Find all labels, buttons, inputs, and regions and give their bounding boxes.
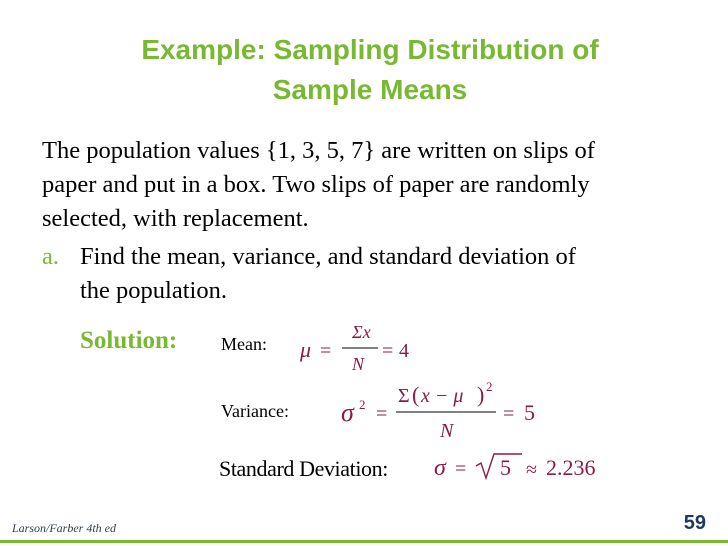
- std-dev-symbol: σ: [434, 455, 446, 481]
- variance-numerator-body: x − μ: [421, 385, 464, 407]
- variance-equals-1: =: [376, 403, 388, 425]
- slide-title-line-2: Sample Means: [272, 74, 468, 105]
- variance-denominator: N: [440, 420, 454, 442]
- std-dev-radicand: 5: [500, 455, 511, 480]
- item-a-line-1: Find the mean, variance, and standard deviation of: [80, 243, 576, 270]
- variance-close-paren: ): [477, 382, 485, 407]
- variance-exponent: 2: [359, 397, 366, 412]
- mean-label: Mean:: [221, 334, 267, 354]
- std-dev-formula: [434, 454, 596, 481]
- problem-line-2: paper and put in a box. Two slips of paper are randomly: [42, 171, 590, 198]
- variance-numerator-exponent: 2: [486, 379, 493, 394]
- footer-source: Larson/Farber 4th ed: [12, 521, 117, 535]
- std-dev-equals: =: [455, 458, 467, 480]
- item-a-line-2: the population.: [80, 277, 227, 304]
- mean-result: 4: [399, 340, 409, 362]
- std-dev-approx-value: 2.236: [546, 455, 596, 480]
- variance-result: 5: [524, 400, 535, 425]
- std-dev-label: Standard Deviation:: [219, 456, 388, 481]
- variance-numerator-sigma: Σ: [398, 385, 410, 407]
- item-a-marker: a.: [42, 243, 59, 270]
- variance-formula: [341, 379, 535, 442]
- problem-line-3: selected, with replacement.: [42, 205, 309, 232]
- variance-equals-2: =: [503, 403, 515, 425]
- mean-equals-2: =: [382, 340, 394, 362]
- mean-denominator: N: [352, 354, 365, 374]
- page-number: 59: [683, 512, 706, 534]
- mean-formula: [299, 322, 409, 374]
- mean-equals-1: =: [320, 340, 332, 362]
- solution-label: Solution:: [80, 327, 178, 354]
- slide-title-line-1: Example: Sampling Distribution of: [141, 34, 599, 65]
- variance-open-paren: (: [412, 382, 420, 407]
- problem-line-1: The population values {1, 3, 5, 7} are written on slips of: [42, 137, 595, 164]
- variance-label: Variance:: [221, 401, 289, 421]
- variance-symbol: σ: [341, 398, 354, 427]
- sqrt-radical-sign: [476, 454, 522, 478]
- mean-symbol: μ: [300, 337, 312, 362]
- std-dev-approx-sign: ≈: [526, 459, 537, 481]
- mean-numerator: Σx: [352, 322, 371, 342]
- footer-divider: [0, 540, 728, 543]
